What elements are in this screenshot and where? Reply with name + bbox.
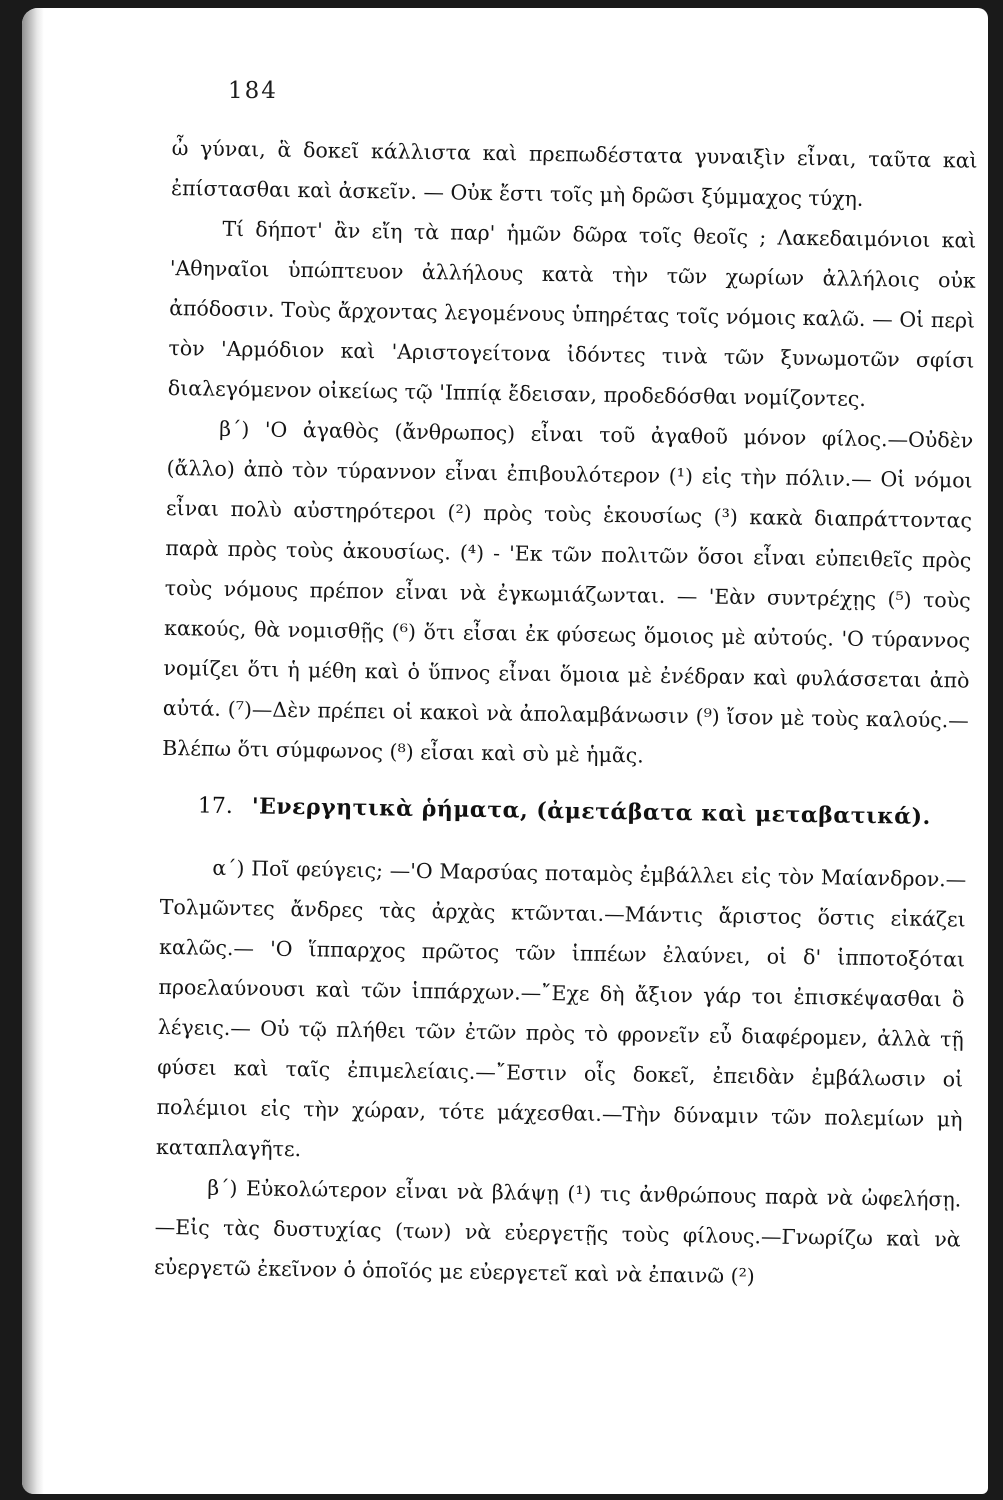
paragraph-continuation: ὦ γύναι, ἃ δοκεῖ κάλλιστα καὶ πρεπωδέστατα γυναιξὶν εἶναι, ταῦτα καὶ ἐπίστασθαι καὶ ἀσκεῖν. — Οὐκ ἔστι τοῖς μὴ δρῶσι ξύμμαχος τύχη. <box>170 135 978 211</box>
section-number: 17. <box>197 793 234 820</box>
paragraph: Τί δήποτ' ἂν εἴη τὰ παρ' ἡμῶν δῶρα τοῖς θεοῖς ; Λακεδαιμόνιοι καὶ 'Αθηναῖοι ὑπώπτευον ἀλλήλους κατὰ τὴν τῶν χωρίων ἀλλήλοις οὐκ ἀπόδοσιν. Τοὺς ἄρχοντας λεγομένους ὑπηρέτας τοῖς νόμοις καλῶ. — Οἱ περὶ τὸν 'Αρμόδιον καὶ 'Αριστογείτονα ἰδόντες τινὰ τῶν ξυνωμοτῶν σφίσι διαλεγόμενον οἰκείως τῷ 'Ιππίᾳ ἔδεισαν, προδεδόσθαι νομίζοντες. <box>167 216 977 411</box>
paragraph-beta-2: β΄) Εὐκολώτερον εἶναι νὰ βλάψῃ (¹) τις ἀνθρώπους παρὰ νὰ ὠφελήσῃ.—Εἰς τὰς δυστυχίας (των) νὰ εὐεργετῇς τοὺς φίλους.—Γνωρίζω καὶ νὰ εὐεργετῶ ἐκεῖνον ὁ ὁποῖός με εὐεργετεῖ καὶ νὰ ἐπαινῶ (²) <box>153 1175 962 1289</box>
book-page <box>22 8 988 1494</box>
section-heading <box>161 786 968 838</box>
section-title: 'Ενεργητικὰ ῥήματα, (ἀμετάβατα καὶ μεταβατικά). <box>251 793 931 831</box>
page-body <box>154 128 978 1300</box>
paragraph-beta: β΄) 'Ο ἀγαθὸς (ἄνθρωπος) εἶναι τοῦ ἀγαθοῦ μόνον φίλος.—Οὐδὲν (ἄλλο) ἀπὸ τὸν τύραννον εἶναι ἐπιβουλότερον (¹) εἰς τὴν πόλιν.— Οἱ νόμοι εἶναι πολὺ αὐστηρότεροι (²) πρὸς τοὺς ἑκουσίως (³) κακὰ διαπράττοντας παρὰ πρὸς τοὺς ἀκουσίως. (⁴) - 'Εκ τῶν πολιτῶν ὅσοι εἶναι εὐπειθεῖς πρὸς τοὺς νόμους πρέπον εἶναι νὰ ἐγκωμιάζωνται. — 'Εὰν συντρέχῃς (⁵) τοὺς κακούς, θὰ νομισθῇς (⁶) ὅτι εἶσαι ἐκ φύσεως ὅμοιος μὲ αὐτούς. 'Ο τύραννος νομίζει ὅτι ἡ μέθη καὶ ὁ ὕπνος εἶναι ὅμοια μὲ ἐνέδραν καὶ φυλάσσεται ἀπὸ αὐτά. (⁷)—Δὲν πρέπει οἱ κακοὶ νὰ ἀπολαμβάνωσιν (⁹) ἴσον μὲ τοὺς καλούς.—Βλέπω ὅτι σύμφωνος (⁸) εἶσαι καὶ σὺ μὲ ἡμᾶς. <box>162 416 974 768</box>
paragraph-alpha: α΄) Ποῖ φεύγεις; —'Ο Μαρσύας ποταμὸς ἐμβάλλει εἰς τὸν Μαίανδρον.—Τολμῶντες ἄνδρες τὰς ἀρχὰς κτῶνται.—Μάντις ἄριστος ὅστις εἰκάζει καλῶς.— 'Ο ἵππαρχος πρῶτος τῶν ἱππέων ἐλαύνει, οἱ δ' ἱπποτοξόται προελαύνουσι καὶ τῶν ἱππάρχων.—῎Εχε δὴ ἄξιον γάρ τοι ἐπισκέψασθαι ὃ λέγεις.— Οὐ τῷ πλήθει τῶν ἐτῶν πρὸς τὸ φρονεῖν εὖ διαφέρομεν, ἀλλὰ τῇ φύσει καὶ ταῖς ἐπιμελείαις.—῎Εστιν οἷς δοκεῖ, ἐπειδὰν ἐμβάλωσιν οἱ πολέμιοι εἰς τὴν χώραν, τότε μάχεσθαι.—Τὴν δύναμιν τῶν πολεμίων μὴ καταπλαγῆτε. <box>155 855 967 1162</box>
page-number: 184 <box>228 78 278 104</box>
